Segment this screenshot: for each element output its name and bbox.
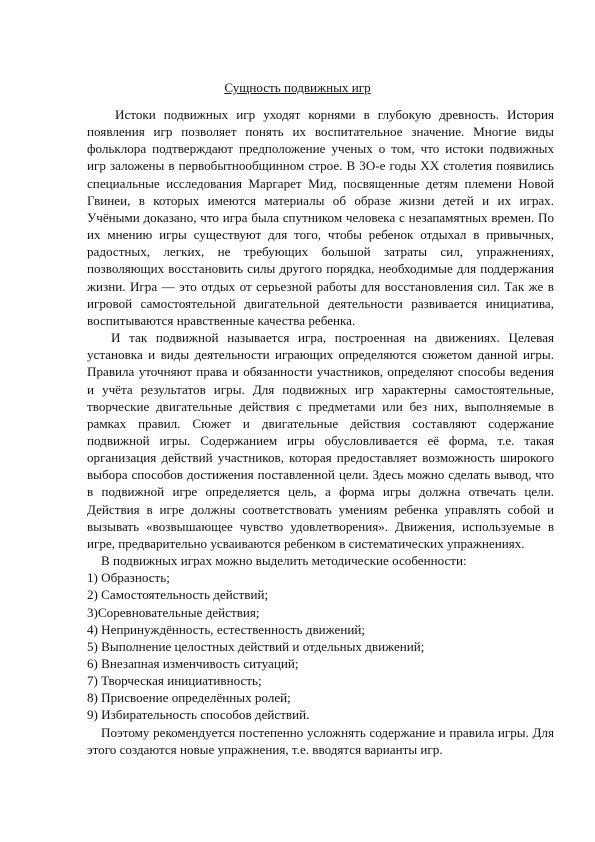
list-item: 9) Избирательность способов действий. xyxy=(87,707,310,723)
list-item: 7) Творческая инициативность; xyxy=(87,673,262,689)
list-item: 3)Соревновательные действия; xyxy=(87,604,260,620)
paragraph-features-intro: В подвижных играх можно выделить методические особенности: xyxy=(101,553,467,569)
list-item: 2) Самостоятельность действий; xyxy=(87,587,269,603)
list-item: 4) Непринуждённость, естественность движений; xyxy=(87,621,365,637)
paragraph-definition: И так подвижной называется игра, построенная на движениях. Целевая установка и виды деятельности играющих определяются сюжетом данной игры. Правила уточняют права и обязанности участников, определяют способы ведения и учёта результатов игры. Для подвижных игр характерны самостоятельные, творческие двигательные действия с предметами или без них, выполняемые в рамках правил. Сюжет и двигательные действия составляют содержание подвижной игры. Содержанием игры обусловливается её форма, т.е. такая организация действий участников, которая предоставляет возможность широкого выбора способов достижения поставленной цели. Здесь можно сделать вывод, что в подвижной игре определяется цель, а форма игры должна отвечать цели. Действия в игре должны соответствовать умениям ребенка управлять собой и вызывать «возвышающее чувство удовлетворения». Движения, используемые в игре, предварительно усваиваются ребенком в систематических упражнениях. xyxy=(87,330,554,551)
list-item: 8) Присвоение определённых ролей; xyxy=(87,690,291,706)
list-item: 1) Образность; xyxy=(87,570,170,586)
list-item: 5) Выполнение целостных действий и отдельных движений; xyxy=(87,638,425,654)
features-list xyxy=(87,569,554,723)
list-item: 6) Внезапная изменчивость ситуаций; xyxy=(87,656,299,671)
document-body xyxy=(87,106,554,758)
paragraph-conclusion: Поэтому рекомендуется постепенно усложнять содержание и правила игры. Для этого создаются новые упражнения, т.е. вводятся варианты игр. xyxy=(87,724,554,757)
paragraph-origins: Истоки подвижных игр уходят корнями в глубокую древность. История появления игр позволяет понять их воспитательное значение. Многие виды фольклора подтверждают предположение ученых о том, что истоки подвижных игр заложены в первобытнообщинном строе. В 3О-е годы ХХ столетия появились специальные исследования Маргарет Мид, посвященные детям племени Новой Гвинеи, в которых имеются материалы об образе жизни детей и их играх. Учёными доказано, что игра была спутником человека с незапамятных времен. По их мнению игры существуют для того, чтобы ребенок отдыхал в привычных, радостных, легких, не требующих большой затраты сил, упражнениях, позволяющих восстановить силы другого порядка, необходимые для поддержания жизни. Игра — это отдых от серьезной работы для восстановления сил. Так же в игровой самостоятельной двигательной деятельности развивается инициатива, воспитываются нравственные качества ребенка. xyxy=(87,107,554,328)
document-title: Сущность подвижных игр xyxy=(224,80,371,95)
